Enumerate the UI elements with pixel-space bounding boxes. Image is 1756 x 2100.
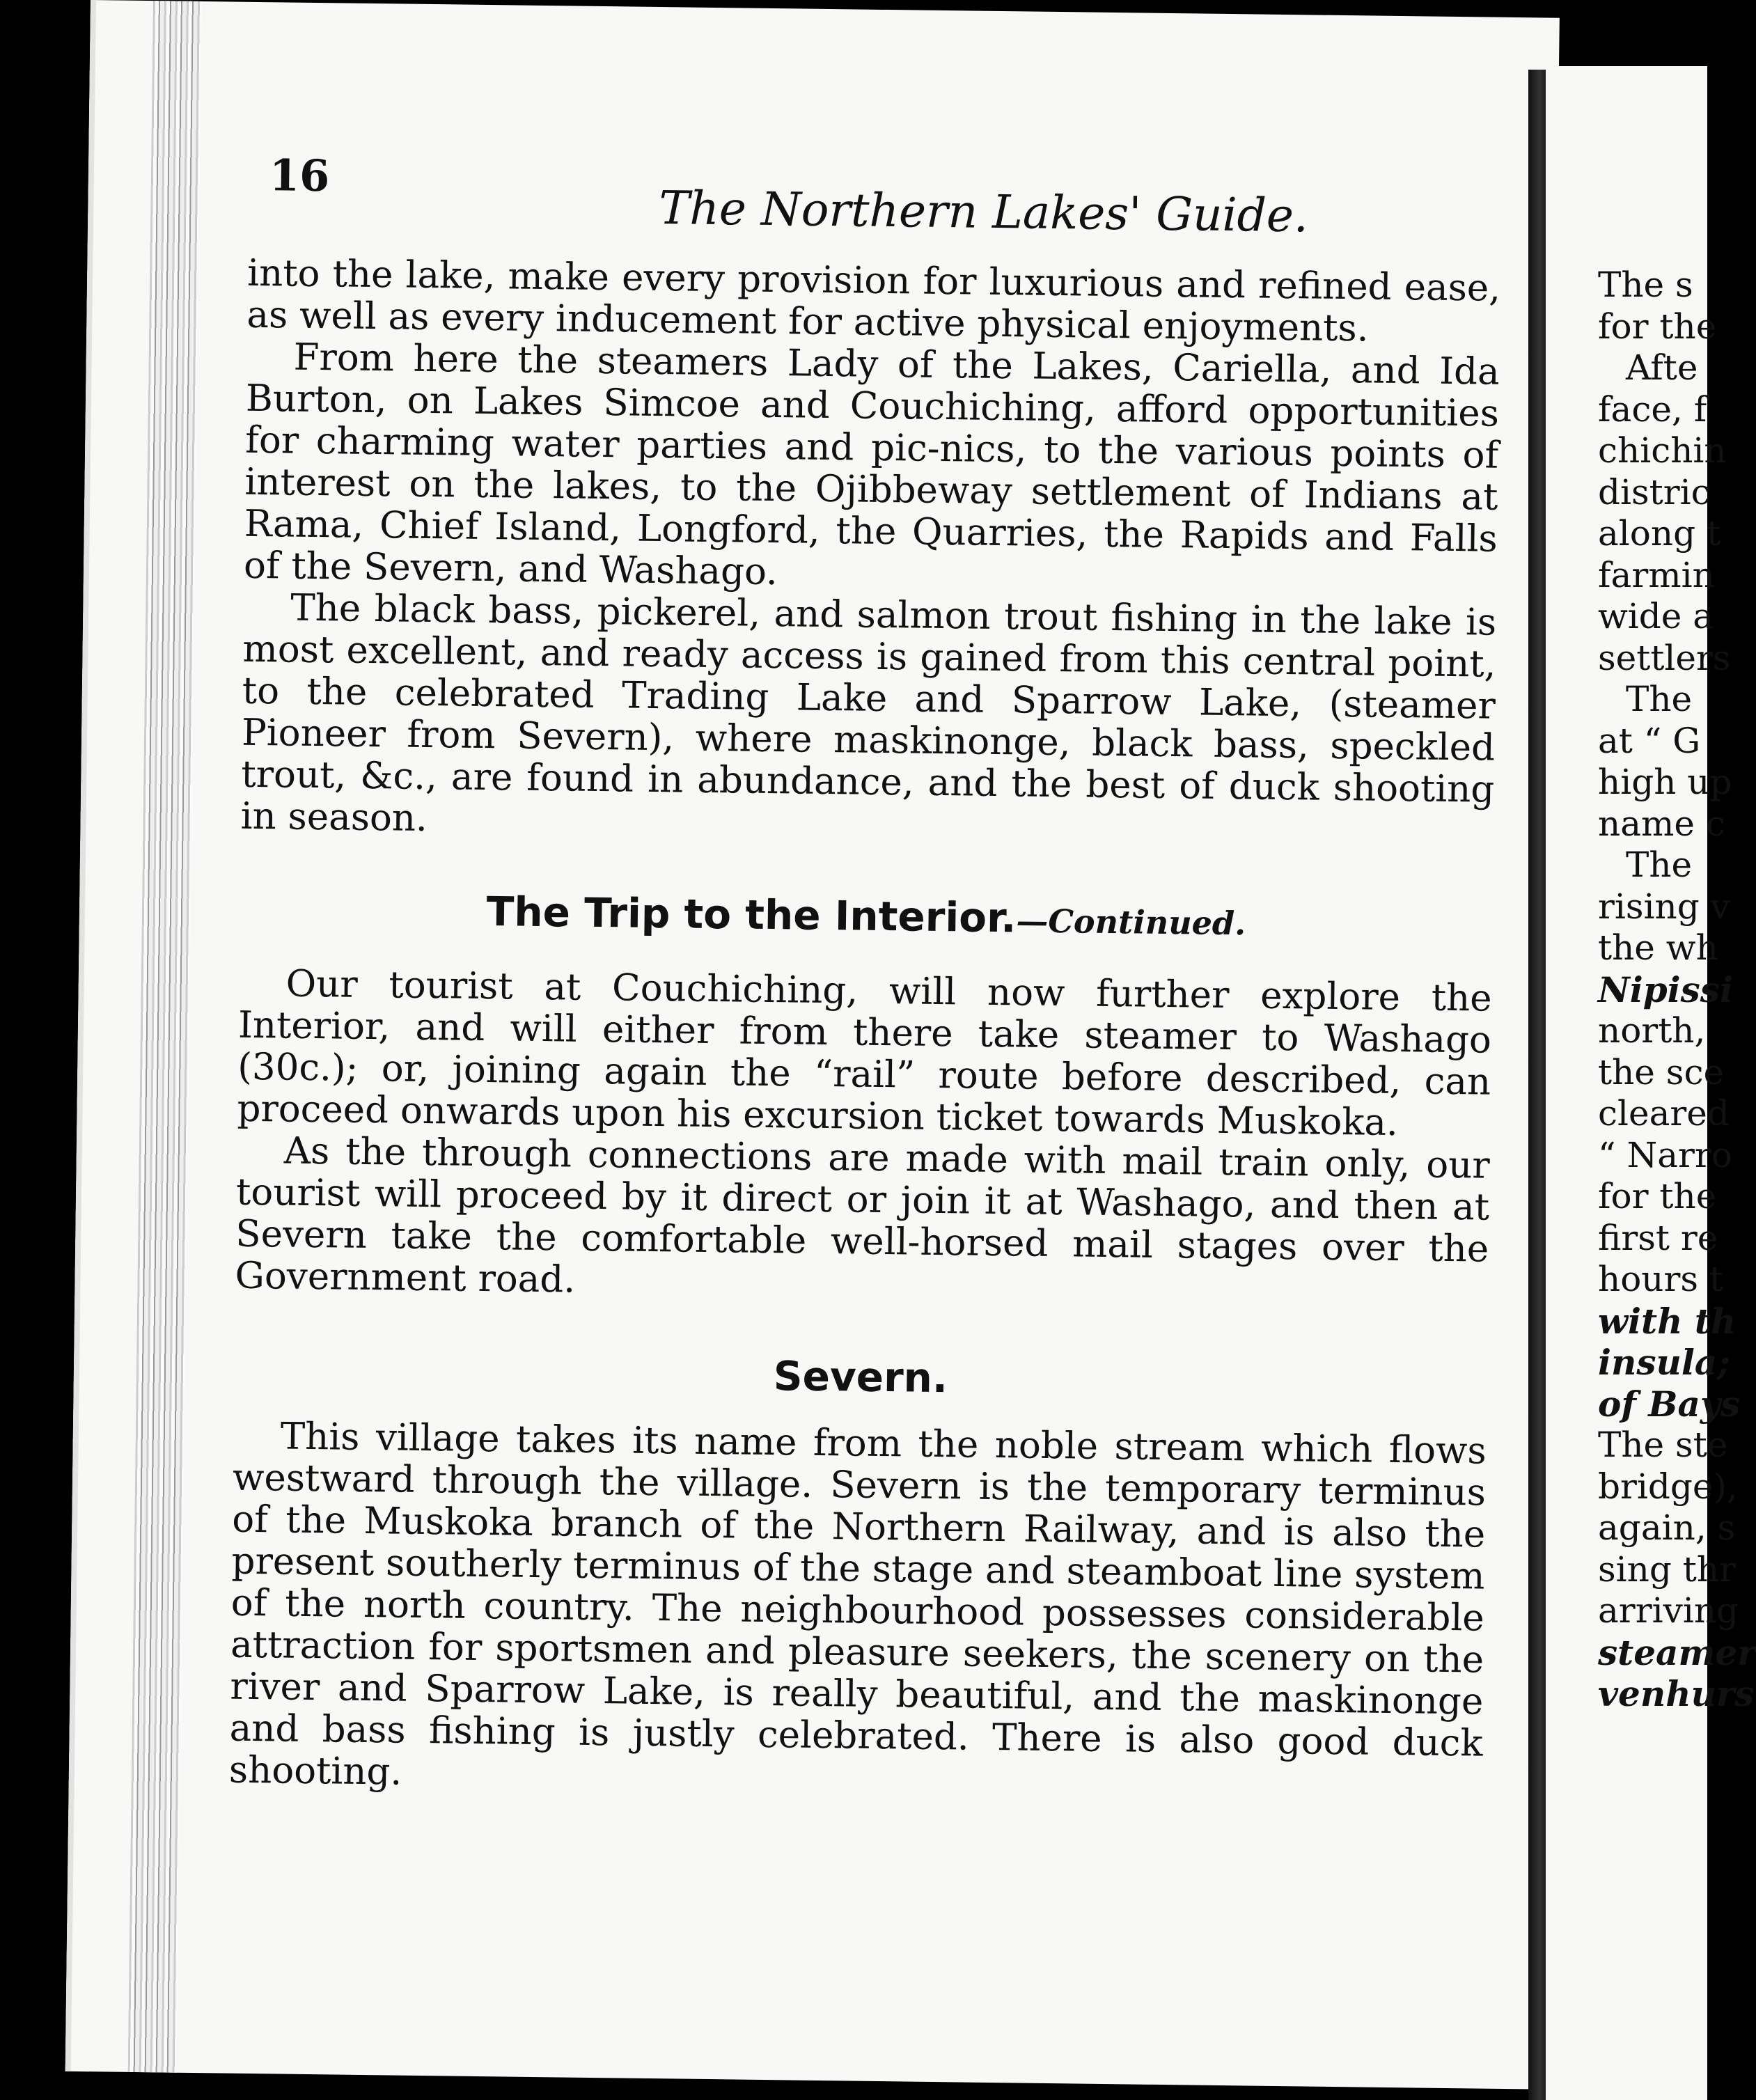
right-page-line: cleared — [1598, 1093, 1730, 1134]
right-page-line: along t — [1598, 513, 1721, 554]
right-page-line: for the — [1598, 306, 1717, 347]
right-page-line: at “ G — [1598, 720, 1701, 761]
right-page-line: bridge), — [1598, 1466, 1738, 1507]
right-page-line: arriving — [1598, 1590, 1739, 1631]
right-page-line: Nipissi — [1598, 969, 1733, 1010]
paragraph: As the through connections are made with mail train only, our tourist will proceed by it direct or join it at Washago, and then at Severn take the comfortable well-horsed mail stages over the Government road. — [235, 1129, 1491, 1301]
right-page-line: sing thr — [1598, 1549, 1736, 1590]
severn-text — [229, 1416, 1487, 1807]
right-page-line: settlers — [1598, 637, 1731, 678]
right-page-line: farmin — [1598, 554, 1715, 595]
right-page-line: high up — [1598, 762, 1732, 802]
right-page-line: Afte — [1626, 347, 1698, 388]
left-page — [65, 0, 1560, 2090]
page-number: 16 — [269, 150, 330, 202]
running-head: The Northern Lakes' Guide. — [658, 180, 1309, 243]
right-page-line: The — [1626, 679, 1693, 719]
section-heading-interior — [240, 885, 1494, 948]
paragraph: The black bass, pickerel, and salmon trout fishing in the lake is most excellent, and ready access is gained from this central point, to the celebrated Trading Lake and Sparrow Lake, (steamer Pioneer from Severn), where maskinonge, black bass, speckled trout, &c., are found in abundance, and the best of duck shooting in season. — [240, 586, 1497, 840]
right-page-line: steamer — [1598, 1631, 1756, 1673]
right-page-line: The s — [1598, 265, 1693, 305]
right-page-line: for the — [1598, 1176, 1717, 1216]
section-title: The Trip to the Interior. — [486, 888, 1017, 942]
paragraph: This village takes its name from the noble stream which flows westward through the village. Severn is the temporary terminus of the Muskoka branch of the Northern Railway, and is also the present southerly terminus of the stage and steamboat line system of the north country. The neighbourhood possesses considerable attraction for sportsmen and pleasure seekers, the scenery on the river and Sparrow Lake, is really beautiful, and the maskinonge and bass fishing is justly celebrated. There is also good duck shooting. — [228, 1415, 1487, 1794]
right-page-line: north, — [1598, 1010, 1706, 1051]
right-page-line: wide a — [1598, 596, 1714, 636]
continued-label: —Continued. — [1016, 902, 1246, 943]
right-page-line: hours t — [1598, 1259, 1724, 1299]
right-page-line: chichin — [1598, 430, 1727, 471]
paragraph: Our tourist at Couchiching, will now further explore the Interior, and will either from there take steamer to Washago (30c.); or, joining again the “rail” route before described, can proceed onwards upon his excursion ticket towards Muskoka. — [237, 962, 1493, 1145]
right-page-line: The ste — [1598, 1425, 1728, 1465]
book-binding-edge — [128, 1, 202, 2073]
right-page-line: “ Narro — [1598, 1134, 1732, 1175]
right-page-line: name c — [1598, 803, 1725, 844]
right-page-line: the wh — [1598, 927, 1718, 968]
right-page-line: venhurs — [1598, 1673, 1755, 1714]
right-page-line: rising v — [1598, 886, 1730, 927]
section-heading-severn: Severn. — [773, 1352, 948, 1402]
right-page-line: the sce — [1598, 1051, 1725, 1092]
paragraph: From here the steamers Lady of the Lakes, Cariella, and Ida Burton, on Lakes Simcoe and Couchiching, afford opportunities for charming water parties and pic-nics, to the various points of interest on the lakes, to the Ojibbeway settlement of Indians at Rama, Chief Island, Longford, the Quarries, the Rapids and Falls of the Severn, and Washago. — [243, 336, 1500, 594]
intro-text — [240, 253, 1500, 853]
right-page-fragment — [1546, 66, 1756, 2100]
interior-text — [235, 963, 1492, 1312]
right-page-line: insula; — [1598, 1342, 1730, 1383]
paragraph: into the lake, make every provision for luxurious and refined ease, as well as every inducement for active physical enjoyments. — [246, 251, 1501, 350]
right-page-line: distric — [1598, 471, 1711, 512]
right-page-line: first re — [1598, 1217, 1718, 1258]
right-page-line: again, s — [1598, 1507, 1736, 1548]
right-page-line: of Bays — [1598, 1383, 1741, 1425]
right-page-line: The — [1626, 845, 1693, 885]
right-page-line: with th — [1598, 1300, 1737, 1342]
right-page-line: face, f — [1598, 389, 1707, 430]
